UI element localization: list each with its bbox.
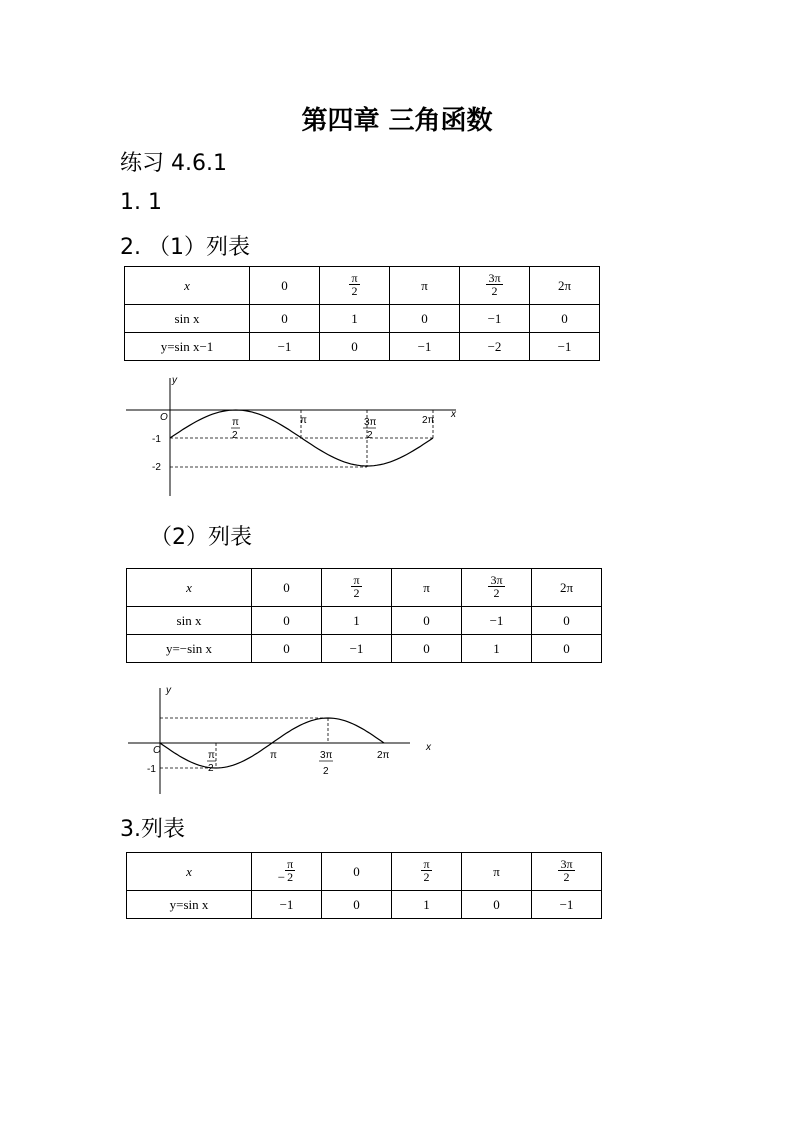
table-cell: −1 — [250, 333, 320, 361]
table-cell — [322, 569, 392, 607]
fraction-denominator: 2 — [423, 870, 430, 885]
x-tick-label: π — [208, 750, 215, 761]
table-cell: x — [127, 853, 252, 891]
fraction-denominator: 2 — [493, 586, 500, 601]
x-axis-label: x — [426, 742, 431, 753]
table-cell: 2π — [530, 267, 600, 305]
table-cell: 1 — [462, 635, 532, 663]
table-cell: x — [127, 569, 252, 607]
y-tick-label: -1 — [147, 764, 156, 775]
table-cell: 0 — [390, 305, 460, 333]
table-cell: π — [390, 267, 460, 305]
minus-sign: − — [277, 869, 286, 885]
table-cell: sin x — [125, 305, 250, 333]
y-axis-label: y — [166, 685, 171, 696]
table-cell: π — [392, 569, 462, 607]
fraction — [351, 574, 361, 600]
x-tick-label: π — [270, 750, 277, 761]
table-cell — [462, 569, 532, 607]
section-heading: 练习 4.6.1 — [120, 151, 227, 176]
table-cell: 1 — [320, 305, 390, 333]
table-cell — [252, 853, 322, 891]
fraction — [421, 858, 431, 884]
x-tick-label: 2 — [208, 763, 214, 774]
fraction — [488, 574, 504, 600]
table-cell: 1 — [392, 891, 462, 919]
fraction — [558, 858, 574, 884]
table-row — [125, 305, 600, 333]
table-cell: −1 — [460, 305, 530, 333]
table-cell: 0 — [250, 267, 320, 305]
table-cell — [532, 853, 602, 891]
value-table-3 — [126, 852, 602, 919]
table-cell: −1 — [322, 635, 392, 663]
table-cell: π — [462, 853, 532, 891]
page-title: 第四章 三角函数 — [301, 106, 493, 136]
fraction-numerator: 3π — [488, 270, 501, 285]
table-cell: 1 — [322, 607, 392, 635]
table-cell: x — [125, 267, 250, 305]
table-cell: 0 — [532, 635, 602, 663]
table-cell: sin x — [127, 607, 252, 635]
table-cell: 0 — [532, 607, 602, 635]
table-row — [127, 607, 602, 635]
question-2-part-1-heading: 2. （1）列表 — [120, 235, 250, 260]
y-axis-label: y — [172, 375, 177, 386]
x-tick-label: 2π — [422, 415, 435, 426]
fraction-numerator: 3π — [490, 572, 503, 587]
origin-label: O — [153, 745, 161, 756]
fraction-numerator: π — [423, 856, 430, 871]
x-tick-label: π — [232, 417, 239, 428]
table-cell: 0 — [392, 607, 462, 635]
y-tick-label: -2 — [152, 462, 161, 473]
table-cell: −1 — [252, 891, 322, 919]
table-cell: 0 — [252, 607, 322, 635]
fraction-numerator: π — [353, 572, 360, 587]
fraction-numerator: 3π — [560, 856, 573, 871]
x-tick-label: 3π — [364, 417, 377, 428]
question-3-heading: 3.列表 — [120, 817, 185, 842]
table-cell: −1 — [530, 333, 600, 361]
table-cell: −1 — [532, 891, 602, 919]
answer-1: 1. 1 — [120, 190, 162, 215]
table-cell: 0 — [320, 333, 390, 361]
fraction-numerator: π — [287, 856, 294, 871]
table-cell: −1 — [462, 607, 532, 635]
table-cell: 2π — [532, 569, 602, 607]
x-tick-label: 2 — [232, 430, 238, 441]
graph-2 — [120, 682, 450, 798]
x-tick-label: π — [300, 415, 307, 426]
x-axis-label: x — [451, 409, 456, 420]
question-2-part-2-heading: （2）列表 — [150, 525, 252, 550]
table-cell — [460, 267, 530, 305]
table-cell — [320, 267, 390, 305]
fraction-denominator: 2 — [353, 586, 360, 601]
table-row — [127, 891, 602, 919]
x-tick-label: 2 — [323, 766, 329, 777]
value-table-2 — [126, 568, 602, 663]
table-cell: 0 — [462, 891, 532, 919]
fraction — [349, 272, 359, 298]
table-row — [125, 267, 600, 305]
fraction-denominator: 2 — [491, 284, 498, 299]
table-cell: 0 — [250, 305, 320, 333]
table-row — [127, 569, 602, 607]
table-cell: 0 — [530, 305, 600, 333]
x-tick-label: 2π — [377, 750, 390, 761]
table-cell: y=sin x−1 — [125, 333, 250, 361]
fraction — [285, 858, 295, 884]
table-cell: −2 — [460, 333, 530, 361]
table-cell: −1 — [390, 333, 460, 361]
y-tick-label: -1 — [152, 434, 161, 445]
table-cell: 0 — [252, 635, 322, 663]
fraction-denominator: 2 — [351, 284, 358, 299]
table-cell: y=−sin x — [127, 635, 252, 663]
table-cell: 0 — [322, 891, 392, 919]
table-row — [127, 853, 602, 891]
fraction — [486, 272, 502, 298]
x-tick-label: 2 — [367, 430, 373, 441]
fraction-numerator: π — [351, 270, 358, 285]
fraction-denominator: 2 — [563, 870, 570, 885]
table-cell: 0 — [392, 635, 462, 663]
table-cell: y=sin x — [127, 891, 252, 919]
graph-1 — [120, 372, 470, 500]
fraction-denominator: 2 — [287, 870, 294, 885]
table-row — [125, 333, 600, 361]
table-row — [127, 635, 602, 663]
value-table-1 — [124, 266, 600, 361]
table-cell: 0 — [322, 853, 392, 891]
table-cell — [392, 853, 462, 891]
origin-label: O — [160, 412, 168, 423]
x-tick-label: 3π — [320, 750, 333, 761]
table-cell: 0 — [252, 569, 322, 607]
